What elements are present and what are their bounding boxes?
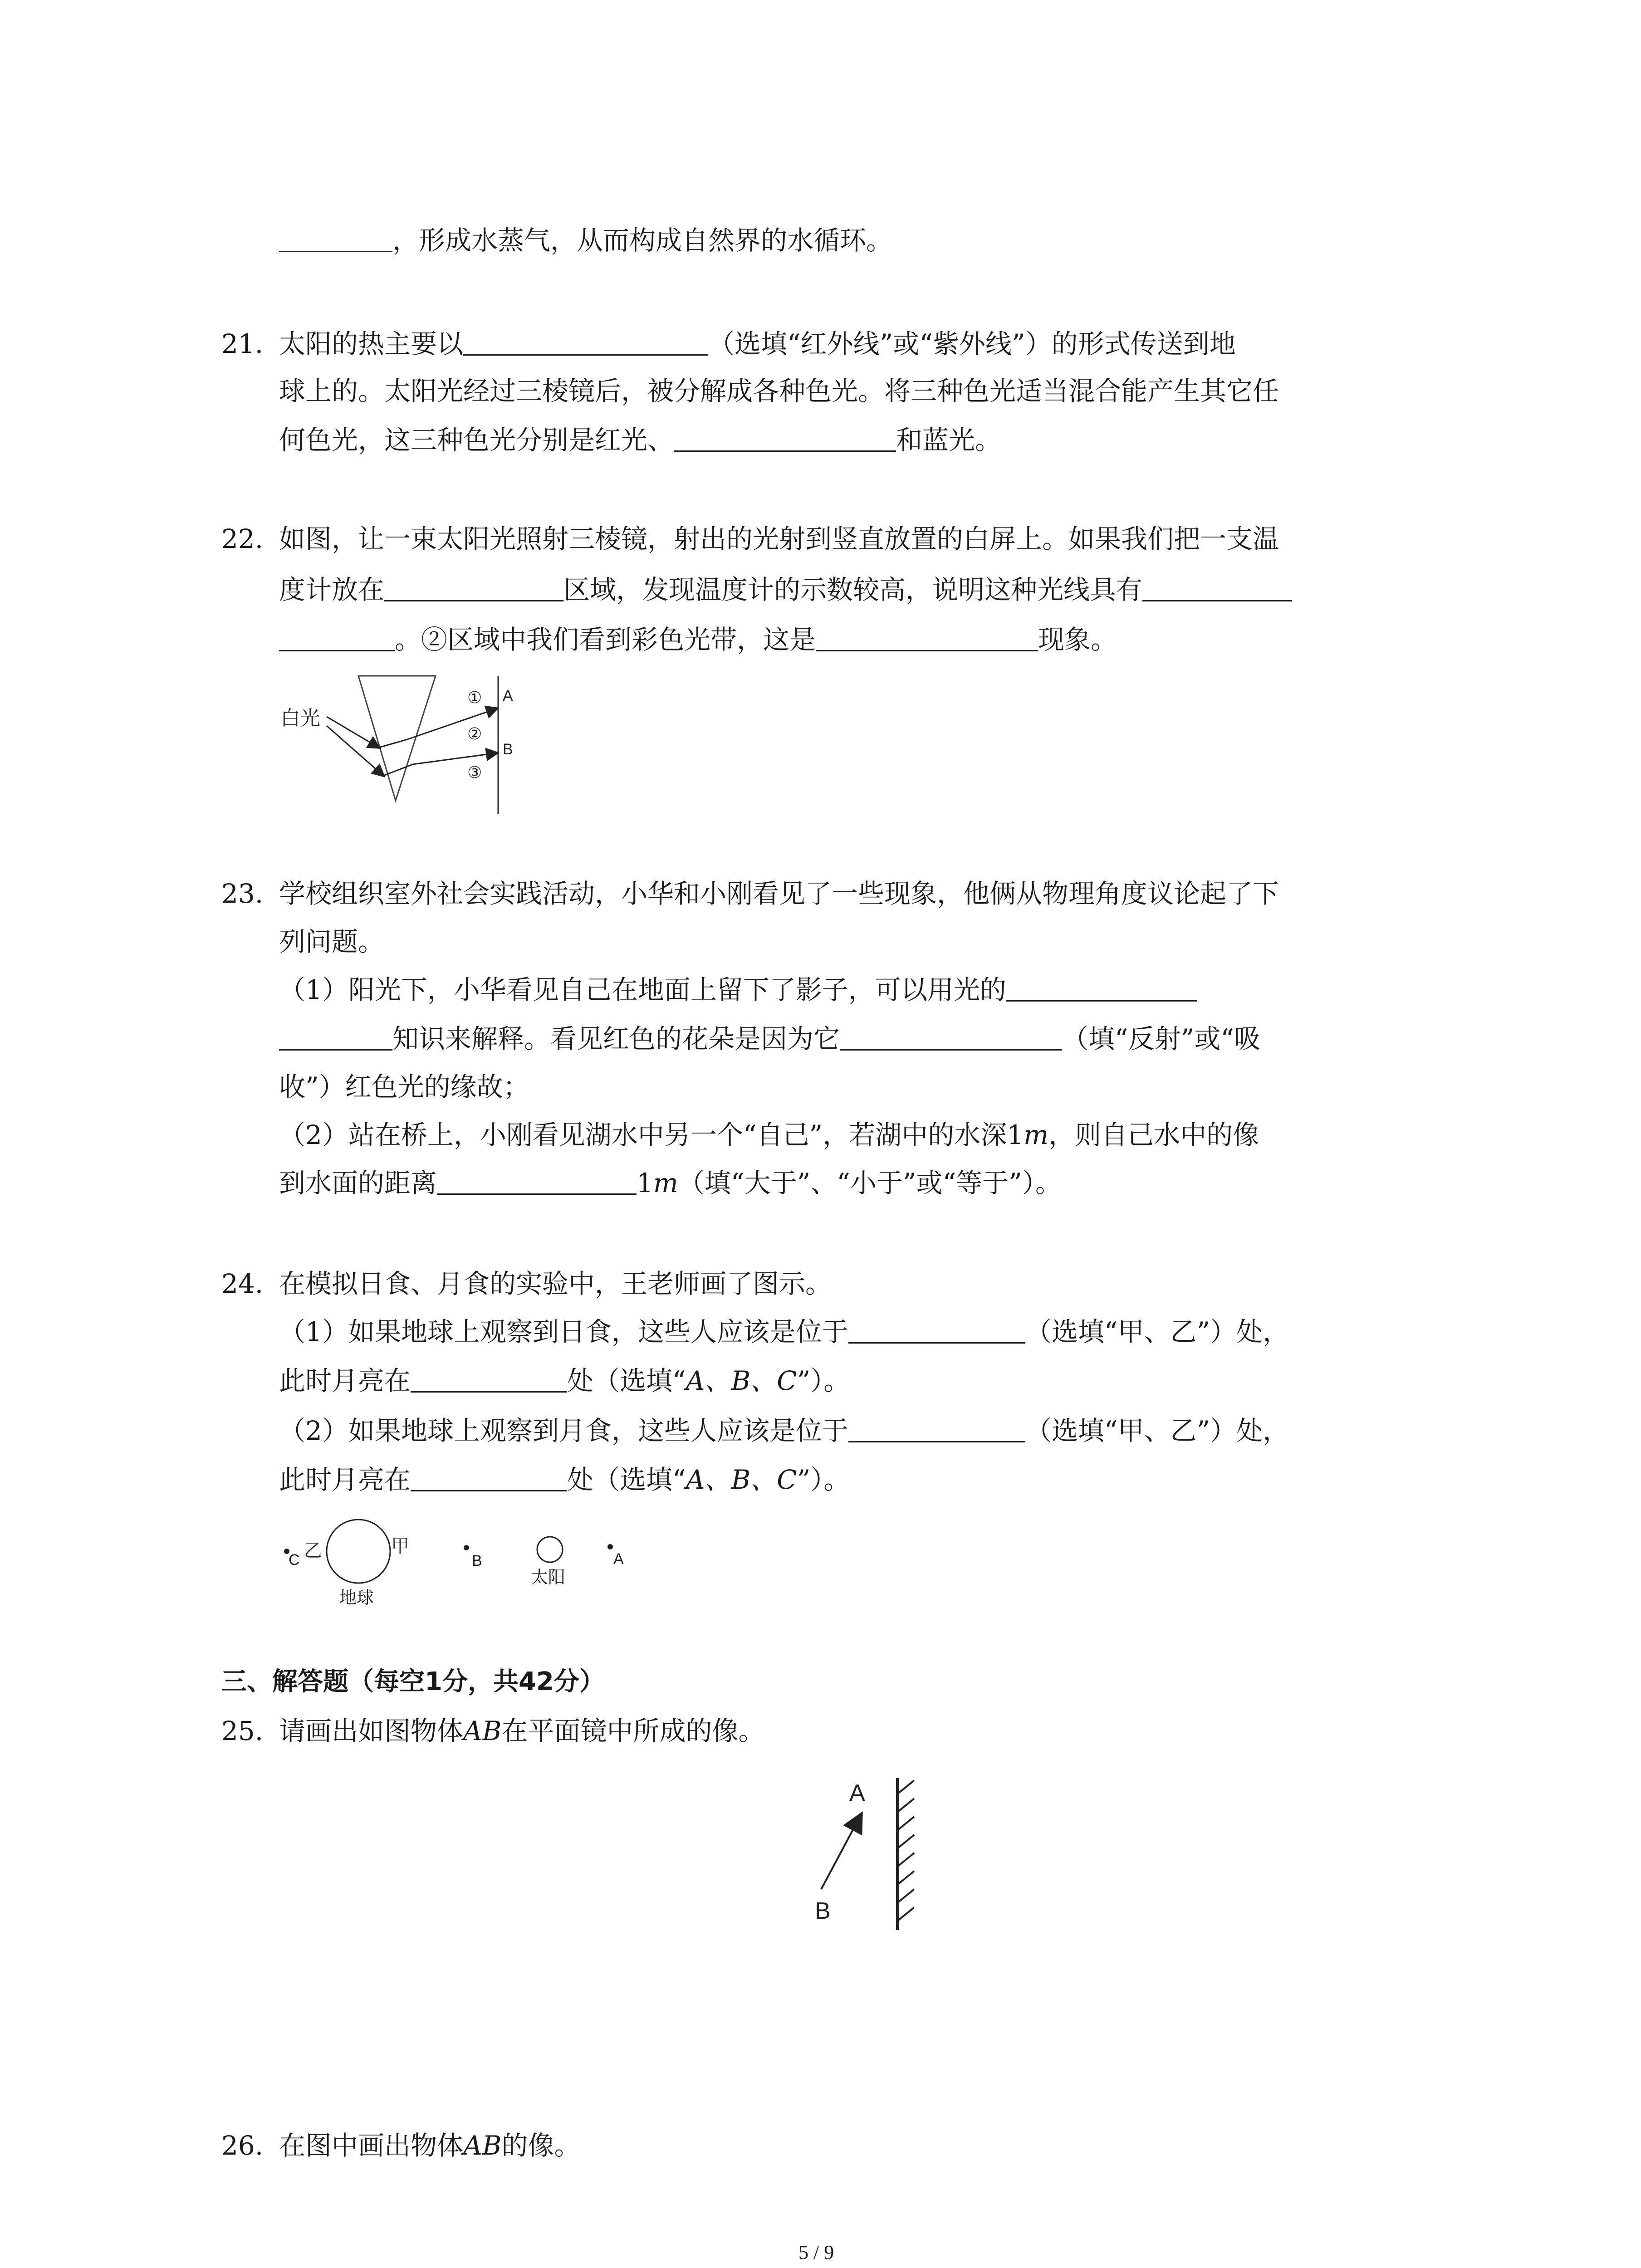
section-title: 三、解答题（每空1分，共42分） bbox=[221, 1667, 605, 1696]
q23-line4: 知识来解释。看见红色的花朵是因为它 （填“反射”或“吸 bbox=[279, 1021, 1260, 1057]
answer-blank[interactable] bbox=[279, 625, 395, 651]
q24-line2: （1）如果地球上观察到日食，这些人应该是位于 （选填“甲、乙”）处， bbox=[279, 1316, 1289, 1347]
q23-number: 23. bbox=[221, 878, 264, 909]
point-b-label: B bbox=[472, 1552, 482, 1569]
answer-blank[interactable] bbox=[816, 625, 1038, 651]
answer-blank[interactable] bbox=[840, 1024, 1062, 1051]
answer-blank[interactable] bbox=[674, 425, 896, 452]
q25-line: 请画出如图物体AB在平面镜中所成的像。 bbox=[279, 1716, 765, 1746]
point-a-label: A bbox=[503, 687, 513, 704]
answer-blank[interactable] bbox=[437, 1168, 637, 1195]
q21-number: 21. bbox=[221, 328, 264, 359]
object-ab-arrow bbox=[821, 1814, 861, 1889]
point-a-label: A bbox=[613, 1550, 624, 1568]
mirror-figure bbox=[789, 1769, 971, 1937]
q23-line3: （1）阳光下，小华看见自己在地面上留下了影子，可以用光的 bbox=[279, 972, 1197, 1008]
point-c-label: C bbox=[289, 1551, 300, 1569]
earth-label: 地球 bbox=[339, 1589, 374, 1608]
answer-blank[interactable] bbox=[279, 225, 392, 252]
q21-line1: 太阳的热主要以 （选填“红外线”或“紫外线”）的形式传送到地 bbox=[279, 328, 1236, 359]
q21-line3: 何色光，这三种色光分别是红光、 和蓝光。 bbox=[279, 425, 1002, 455]
q20-line: ，形成水蒸气，从而构成自然界的水循环。 bbox=[279, 222, 892, 259]
q24-line1: 在模拟日食、月食的实验中，王老师画了图示。 bbox=[279, 1268, 832, 1299]
q25-number: 25. bbox=[221, 1716, 264, 1746]
white-light-label: 白光 bbox=[280, 707, 320, 729]
q24-line5: 此时月亮在 处（选填“A、B、C”）。 bbox=[279, 1464, 850, 1495]
q23-line6: （2）站在桥上，小刚看见湖水中另一个“自己”，若湖中的水深1m，则自己水中的像 bbox=[279, 1119, 1259, 1150]
answer-blank[interactable] bbox=[463, 329, 708, 356]
prism-icon bbox=[358, 676, 436, 801]
point-b-dot bbox=[464, 1545, 469, 1550]
q26-number: 26. bbox=[221, 2130, 264, 2161]
q22-line2: 度计放在 区域，发现温度计的示数较高，说明这种光线具有 bbox=[279, 572, 1292, 608]
eclipse-figure bbox=[272, 1506, 644, 1610]
sun-label: 太阳 bbox=[531, 1568, 566, 1587]
page-number: 5 / 9 bbox=[798, 2241, 834, 2263]
q24-number: 24. bbox=[221, 1268, 264, 1299]
answer-blank[interactable] bbox=[279, 1024, 392, 1051]
q24-line3: 此时月亮在 处（选填“A、B、C”）。 bbox=[279, 1365, 850, 1396]
sun-icon bbox=[537, 1537, 563, 1562]
q26-line: 在图中画出物体AB的像。 bbox=[279, 2130, 581, 2161]
q22-number: 22. bbox=[221, 523, 264, 554]
q23-line5: 收”）红色光的缘故； bbox=[279, 1071, 529, 1102]
answer-blank[interactable] bbox=[411, 1465, 567, 1491]
answer-blank[interactable] bbox=[411, 1366, 567, 1393]
answer-blank[interactable] bbox=[384, 575, 563, 601]
q22-line3: 。②区域中我们看到彩色光带，这是 现象。 bbox=[279, 621, 1117, 658]
region-1-label: ① bbox=[467, 688, 482, 707]
point-b-label: B bbox=[503, 741, 513, 758]
q21-line2: 球上的。太阳光经过三棱镜后，被分解成各种色光。将三种色光适当混合能产生其它任 bbox=[279, 376, 1279, 406]
earth-icon bbox=[327, 1520, 390, 1583]
answer-blank[interactable] bbox=[848, 1317, 1025, 1344]
point-a-dot bbox=[607, 1544, 613, 1549]
prism-figure bbox=[272, 671, 554, 821]
answer-blank[interactable] bbox=[1006, 975, 1197, 1002]
mirror-hatching bbox=[897, 1780, 914, 1921]
position-jia-label: 甲 bbox=[391, 1536, 409, 1556]
point-a-label: A bbox=[849, 1780, 865, 1806]
answer-blank[interactable] bbox=[1142, 575, 1292, 601]
q22-line1: 如图，让一束太阳光照射三棱镜，射出的光射到竖直放置的白屏上。如果我们把一支温 bbox=[279, 523, 1279, 554]
region-2-label: ② bbox=[467, 724, 482, 743]
q24-line4: （2）如果地球上观察到月食，这些人应该是位于 （选填“甲、乙”）处， bbox=[279, 1415, 1289, 1446]
q23-line1: 学校组织室外社会实践活动，小华和小刚看见了一些现象，他俩从物理角度议论起了下 bbox=[279, 878, 1279, 909]
point-b-label: B bbox=[815, 1898, 831, 1924]
region-3-label: ③ bbox=[467, 763, 482, 782]
q23-line7: 到水面的距离 1m（填“大于”、“小于”或“等于”）。 bbox=[279, 1168, 1062, 1198]
answer-blank[interactable] bbox=[848, 1416, 1025, 1442]
position-yi-label: 乙 bbox=[304, 1541, 322, 1561]
q23-line2: 列问题。 bbox=[279, 926, 385, 957]
